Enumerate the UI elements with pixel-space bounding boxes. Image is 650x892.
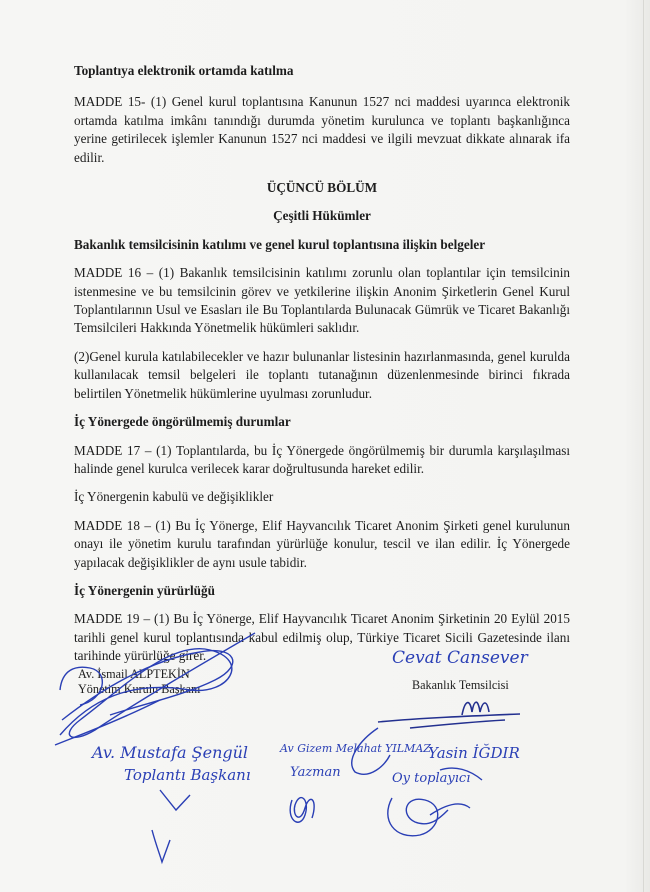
section-heading: İç Yönergede öngörülmemiş durumlar (74, 414, 291, 430)
paragraph: MADDE 19 – (1) Bu İç Yönerge, Elif Hayvancılık Ticaret Anonim Şirketinin 20 Eylül 2015 tarihli genel kurul toplantısında kabul edilmiş olup, Türkiye Ticaret Sicili Gazetesinde ilanı tarihinde yürürlüğe girer. (74, 611, 570, 664)
left-signatory-name: Av. İsmail ALPTEKİN (78, 667, 190, 681)
page-edge (643, 0, 644, 892)
paragraph: MADDE 16 – (1) Bakanlık temsilcisinin katılımı zorunlu olan toplantılar için temsilcinin istenmesine ve bu temsilcinin görev ve yetkilerine ilişkin Anonim Şirketlerin Genel Kurul Toplantılarının Usul ve Esasları ile Bu Toplantılarda Bulunacak Gümrük ve Ticaret Bakanlığı Temsilcileri Hakkında Yönetmelik hükümleri saklıdır. (74, 265, 570, 336)
handwritten-signer-1-title: Toplantı Başkanı (124, 766, 251, 784)
paragraph: (2)Genel kurula katılabilecekler ve hazır bulunanlar listesinin hazırlanmasında, genel kurulda kullanılacak temsil belgeleri ile toplantı tutanağının düzenlenmesinde birinci fıkrada belirtilen Yönetmelik hükümlerine uyulması zorunludur. (74, 348, 570, 401)
paragraph: MADDE 17 – (1) Toplantılarda, bu İç Yönergede öngörülmemiş bir durumla karşılaşılması halinde genel kurulca verilecek karar doğrultusunda hareket edilir. (74, 442, 570, 476)
signature-right-scribble (378, 702, 520, 728)
section-heading: Bakanlık temsilcisinin katılımı ve genel kurul toplantısına ilişkin belgeler (74, 236, 486, 252)
section-heading: Toplantıya elektronik ortamda katılma (74, 63, 294, 78)
section-heading: İç Yönergenin yürürlüğü (74, 582, 215, 598)
handwritten-name-right: Cevat Cansever (392, 648, 528, 668)
paragraph: MADDE 15- (1) Genel kurul toplantısına Kanunun 1527 nci maddesi uyarınca elektronik ortamda katılma imkânı tanındığı durumda yönetim kurulunca ve toplantı başkanlığınca yerine getirilecek işlemler Kanunun 1527 nci maddesi ve ilgili mevzuat dikkate alınarak ifa edilir. (74, 94, 570, 165)
document-body (74, 62, 570, 666)
handwritten-signer-3: Yasin İĞDIR (428, 744, 520, 762)
paragraph: MADDE 18 – (1) Bu İç Yönerge, Elif Hayvancılık Ticaret Anonim Şirketi genel kurulunun onayı ile yönetim kurulu tarafından yürürlüğe konulur, tescil ve ilan edilir. İç Yönergede yapılacak değişiklikler de aynı usule tabidir. (74, 517, 570, 570)
handwritten-signer-2: Av Gizem Melahat YILMAZ (280, 742, 431, 755)
handwritten-signer-3-title: Oy toplayıcı (392, 771, 471, 786)
signature-marks-bottom (152, 728, 482, 862)
chapter-title: ÜÇÜNCÜ BÖLÜM (266, 180, 378, 196)
left-signatory-title: Yönetim Kurulu Başkanı (78, 682, 201, 696)
handwritten-signer-1: Av. Mustafa Şengül (92, 743, 249, 762)
section-heading: İç Yönergenin kabulü ve değişiklikler (74, 489, 274, 505)
chapter-subtitle: Çeşitli Hükümler (273, 208, 371, 224)
handwritten-signer-2-title: Yazman (290, 765, 341, 780)
right-signatory-title: Bakanlık Temsilcisi (412, 678, 509, 692)
